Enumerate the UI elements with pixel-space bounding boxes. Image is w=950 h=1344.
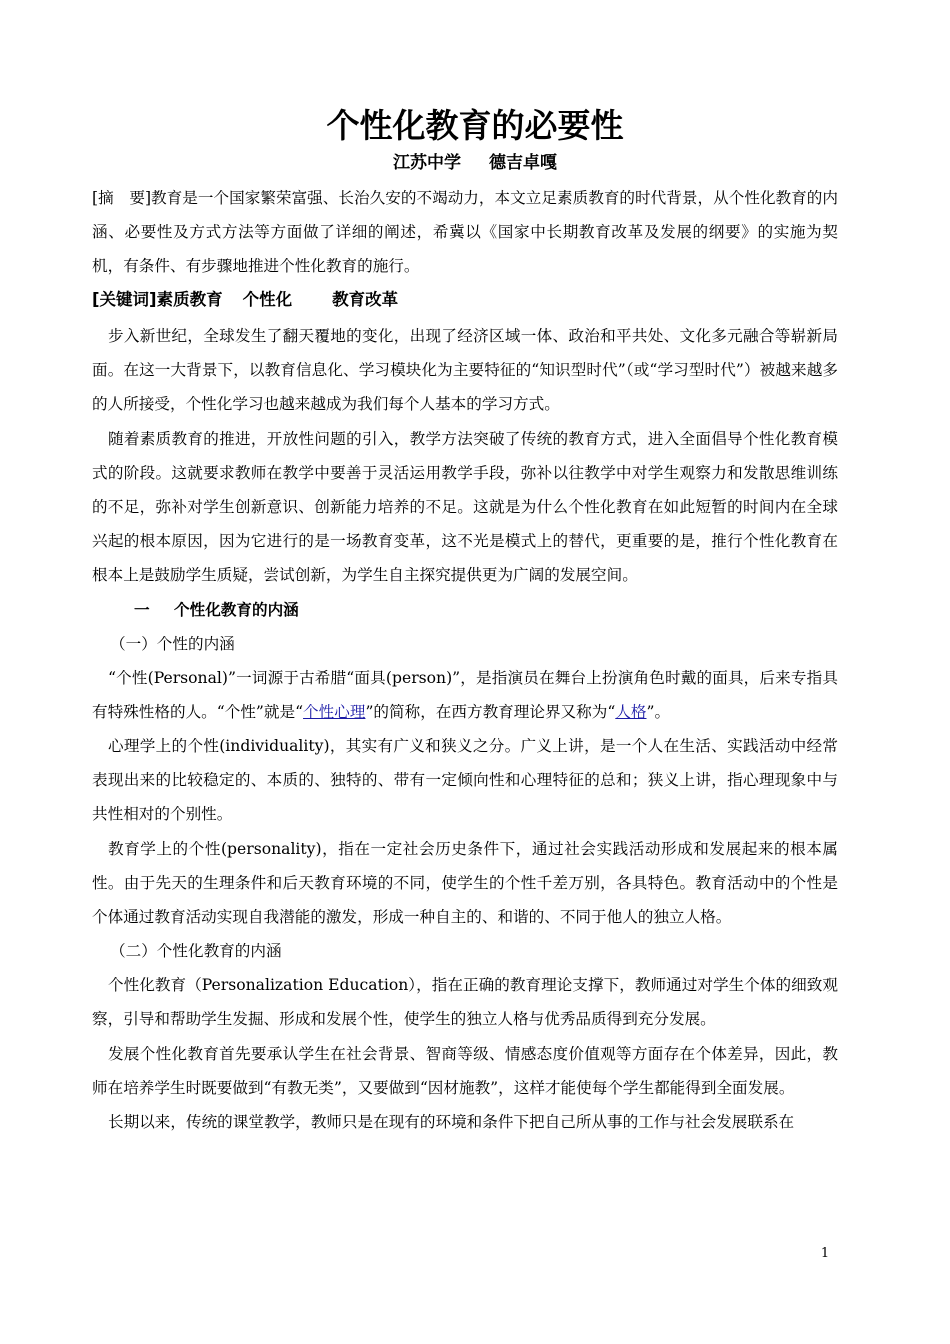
keywords — [92, 283, 838, 317]
abstract-text: 教育是一个国家繁荣富强、长治久安的不竭动力，本文立足素质教育的时代背景，从个性化教育的内涵、必要性及方式方法等方面做了详细的阐述，希冀以《国家中长期教育改革及发展的纲要》的实施为契机，有条件、有步骤地推进个性化教育的施行。 — [92, 189, 838, 275]
intro-paragraph: 随着素质教育的推进，开放性问题的引入，教学方法突破了传统的教育方式，进入全面倡导个性化教育模式的阶段。这就要求教师在教学中要善于灵活运用教学手段，弥补以往教学中对学生观察力和发散思维训练的不足，弥补对学生创新意识、创新能力培养的不足。这就是为什么个性化教育在如此短暂的时间内在全球兴起的根本原因，因为它进行的是一场教育变革，这不光是模式上的替代，更重要的是，推行个性化教育在根本上是鼓励学生质疑，尝试创新，为学生自主探究提供更为广阔的发展空间。 — [92, 429, 838, 585]
text-run: ”。 — [646, 702, 671, 721]
section-number: 一 — [134, 600, 150, 619]
author-line — [0, 150, 950, 176]
abstract — [92, 181, 838, 283]
link-personality[interactable]: 人格 — [615, 702, 647, 721]
text-run: ”的简称，在西方教育理论界又称为“ — [365, 702, 616, 721]
subsection-heading: （一）个性的内涵 — [110, 634, 235, 653]
keyword-item: 教育改革 — [332, 290, 399, 309]
page-title: 个性化教育的必要性 — [326, 106, 624, 145]
intro-paragraph: 步入新世纪，全球发生了翻天覆地的变化，出现了经济区域一体、政治和平共处、文化多元融合等崭新局面。在这一大背景下，以教育信息化、学习模块化为主要特征的“知识型时代”（或“学习型时代”）被越来越多的人所接受，个性化学习也越来越成为我们每个人基本的学习方式。 — [92, 327, 838, 414]
text-run: “个性(Personal)”一词源于古希腊“面具(person)”，是指演员在舞台上扮演角色时戴的面具，后来专指具有特殊性格的人。“个性”就是“ — [92, 668, 838, 721]
development-paragraph: 发展个性化教育首先要承认学生在社会背景、智商等级、情感态度价值观等方面存在个体差异，因此，教师在培养学生时既要做到“有教无类”，又要做到“因材施教”，这样才能使每个学生都能得到全面发展。 — [92, 1044, 838, 1097]
section-title: 个性化教育的内涵 — [174, 600, 299, 619]
author-school: 江苏中学 — [393, 153, 461, 173]
author-name: 德吉卓嘎 — [489, 153, 557, 173]
personal-paragraph — [92, 661, 838, 729]
keyword-item: 素质教育 — [156, 290, 223, 309]
abstract-label: [摘 要] — [92, 189, 152, 207]
section-heading — [92, 593, 838, 627]
traditional-paragraph: 长期以来，传统的课堂教学，教师只是在现有的环境和条件下把自己所从事的工作与社会发展联系在 — [108, 1113, 795, 1132]
subsection-heading: （二）个性化教育的内涵 — [110, 942, 282, 961]
link-personality-psychology[interactable]: 个性心理 — [303, 702, 366, 721]
personalization-paragraph: 个性化教育（Personalization Education），指在正确的教育理论支撑下，教师通过对学生个体的细致观察，引导和帮助学生发掘、形成和发展个性，使学生的独立人格与优秀品质得到充分发展。 — [92, 976, 838, 1029]
page-number: 1 — [820, 1246, 830, 1261]
keywords-label: [关键词] — [92, 290, 157, 309]
psychology-paragraph: 心理学上的个性(individuality)，其实有广义和狭义之分。广义上讲，是一个人在生活、实践活动中经常表现出来的比较稳定的、本质的、独特的、带有一定倾向性和心理特征的总和；狭义上讲，指心理现象中与共性相对的个别性。 — [92, 737, 838, 824]
document-body — [92, 181, 838, 1139]
keyword-item: 个性化 — [242, 290, 293, 309]
education-paragraph: 教育学上的个性(personality)，指在一定社会历史条件下，通过社会实践活动形成和发展起来的根本属性。由于先天的生理条件和后天教育环境的不同，使学生的个性千差万别，各具特色。教育活动中的个性是个体通过教育活动实现自我潜能的激发，形成一种自主的、和谐的、不同于他人的独立人格。 — [92, 839, 838, 927]
